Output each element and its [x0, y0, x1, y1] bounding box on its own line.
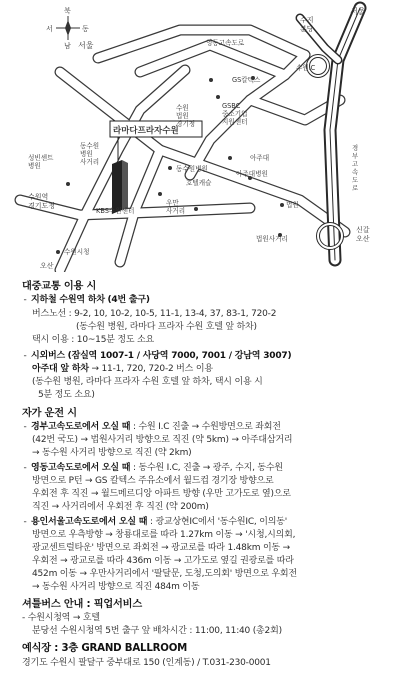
- yongin-l3: 광교센트럴타운' 방면으로 좌회전 → 광교로를 따라 1.48km 이동 →: [32, 543, 290, 553]
- label-gyeongbu: 경 부 고 속 도 로: [352, 144, 359, 192]
- label-kbs: KBS수원센터: [96, 207, 135, 215]
- compass-e: 동: [82, 25, 89, 33]
- subway-head-note: (4번 출구): [107, 295, 150, 305]
- subway-bus: 버스노선 : 9-2, 10, 10-2, 10-5, 11-1, 13-4, 37, 83-1, 720-2: [32, 309, 277, 319]
- yongin-l4: 우회전 → 광교로를 따라 436m 이동 → 고가도로 옆길 권광로를 따라: [32, 556, 294, 566]
- label-court-police: 수원 법원 경기청: [176, 104, 196, 128]
- subway-taxi: 택시 이용 : 10~15분 정도 소요: [32, 335, 155, 345]
- gyeongbu-l2: (42번 국도) → 법원사거리 방향으로 직진 (약 5km) → 아주대삼거리: [32, 435, 293, 445]
- express-heading: - 시외버스 (잠실역 1007-1 / 사당역 7000, 7001 / 강남역 3007): [23, 351, 292, 361]
- subway-heading: - 지하철 수원역 하차 (4번 출구): [23, 295, 150, 305]
- label-yeongdong: 영동고속도로: [206, 39, 245, 47]
- yeongdong-l1: - 영동고속도로에서 오실 때 : 동수원 I.C, 진출 → 광주, 수지, 동수원: [23, 463, 283, 473]
- label-suwon-station: 수원역 경기도청: [28, 193, 56, 210]
- label-wuman: 우만 사거리: [166, 199, 186, 215]
- label-aju-road: 아주대: [250, 154, 270, 162]
- shuttle-l2: 분당선 수원시청역 5번 출구 앞 배차시간 : 11:00, 11:40 (총2회): [32, 626, 282, 636]
- yeongdong-l3: 우회전 후 직진 → 월드메르디앙 아파트 방향 (우만 고가도로 옆)으로: [32, 489, 291, 499]
- compass-w: 서: [46, 25, 53, 33]
- label-gsbc: GSBC 중소기업 지원센터: [222, 102, 248, 126]
- express-stop: 아주대 앞 하차 → 11-1, 720, 720-2 버스 이용: [32, 364, 213, 374]
- yongin-l6: → 동수원 사거리 방향으로 직진 484m 이동: [32, 582, 200, 592]
- subway-bus-stop: (동수원 병원, 라마다 프라자 수원 호텔 앞 하차): [76, 322, 257, 332]
- label-suwon-ic: 수원IC: [296, 64, 316, 72]
- label-suji: 수지 분당: [300, 16, 314, 33]
- venue-title: 예식장 : 3층 GRAND BALLROOM: [22, 643, 188, 654]
- yongin-l2: 방면으로 우측방향 → 창룡대로를 따라 1.27km 이동 → '시청,시의회,: [32, 530, 296, 540]
- car-title: 자가 운전 시: [22, 408, 77, 419]
- label-seoul-left: 서울: [78, 41, 94, 50]
- label-osan: 오산: [40, 262, 54, 270]
- label-singal: 신갈 오산: [356, 226, 370, 243]
- label-dongsuwon-hospital: 동수원병원: [176, 165, 208, 173]
- label-hotel-castle: 호텔캐슬: [186, 179, 212, 187]
- label-seongbin: 성빈센트 병원: [28, 154, 54, 170]
- yongin-l1: - 용인서울고속도로에서 오실 때 : 광교상현IC에서 '동수원IC, 이의동': [23, 517, 287, 527]
- subway-bus-routes: 9-2, 10, 10-2, 10-5, 11-1, 13-4, 37, 83-1, 720-2: [74, 309, 277, 319]
- compass-s: 남: [64, 42, 71, 50]
- compass-n: 북: [64, 7, 71, 15]
- label-aju-hospital: 아주대병원: [236, 170, 268, 178]
- public-transport-title: 대중교통 이용 시: [22, 281, 97, 292]
- label-dongsuwon-crossroad: 동수원 병원 사거리: [80, 142, 100, 166]
- express-head: 시외버스: [31, 351, 65, 361]
- shuttle-l1: - 수원시청역 → 호텔: [22, 613, 100, 623]
- venue-address: 경기도 수원시 팔달구 중부대로 150 (인계동) / T.031-230-0001: [22, 658, 271, 668]
- yeongdong-l4: 직진 → 사거리에서 우회전 후 직진 (약 200m): [32, 502, 209, 512]
- gyeongbu-l3: → 동수원 사거리 방향으로 직진 (약 2km): [32, 448, 192, 458]
- label-seoul-top: 서울: [350, 7, 366, 16]
- yongin-l5: 452m 이동 → 우만사거리에서 '팔달문, 도청,도의회' 방면으로 우회전: [32, 569, 297, 579]
- shuttle-title: 셔틀버스 안내 : 픽업서비스: [22, 599, 142, 610]
- express-note-2: 5분 정도 소요): [38, 390, 95, 400]
- express-head-note: (잠실역 1007-1 / 사당역 7000, 7001 / 강남역 3007): [67, 351, 292, 361]
- subway-head: 지하철 수원역 하차: [31, 295, 105, 305]
- label-gs-caltex: GS칼텍스: [232, 76, 261, 84]
- label-hotel: 라마다프라자수원: [113, 126, 179, 136]
- label-suwon-cityhall: 수원시청: [64, 248, 90, 256]
- yeongdong-l2: 방면으로 P턴 → GS 칼텍스 주유소에서 월드컵 경기장 방향으로: [32, 476, 274, 486]
- gyeongbu-l1: - 경부고속도로에서 오실 때 : 수원 I.C 진출 → 수원방면으로 좌회전: [23, 422, 281, 432]
- express-note-1: (동수원 병원, 라마다 프라자 수원 호텔 앞 하차, 택시 이용 시: [32, 377, 263, 387]
- label-court-crossroad: 법원사거리: [256, 235, 288, 243]
- label-court: 법원: [286, 201, 299, 209]
